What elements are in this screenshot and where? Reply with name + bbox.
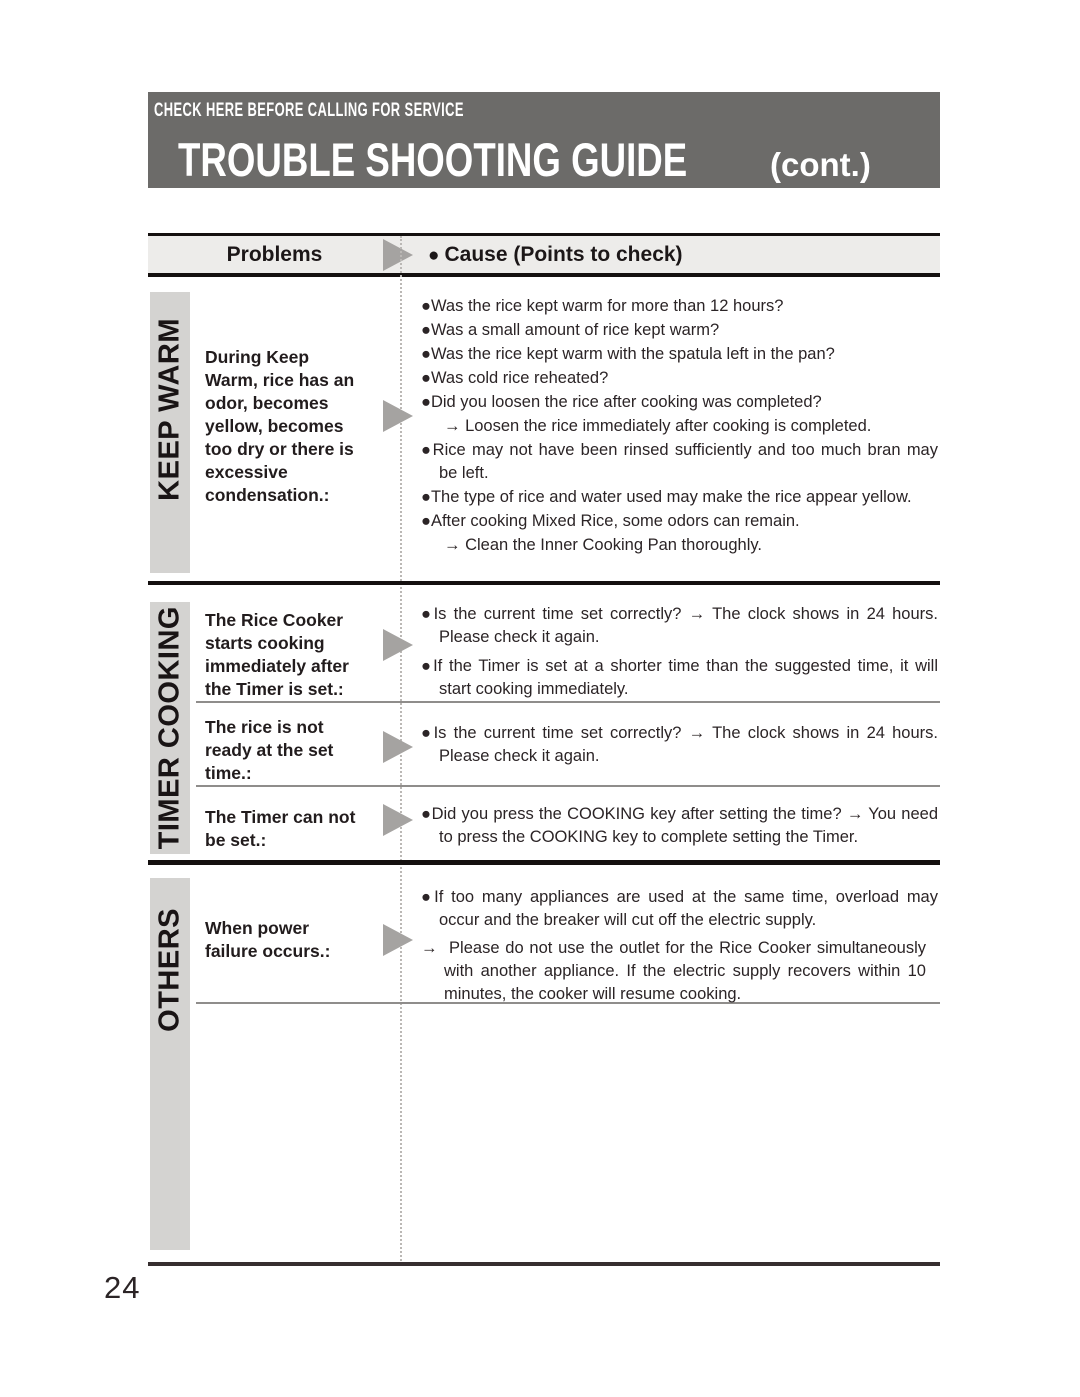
problem-text-line: The Timer can not	[205, 807, 356, 827]
cause-item: ●Rice may not have been rinsed sufficiently and too much bran may be left.	[421, 441, 938, 482]
section-label: OTHERS	[153, 908, 186, 1032]
problem-text-line: ready at the set	[205, 740, 334, 760]
section-bar	[150, 292, 190, 573]
section-bar	[150, 878, 190, 1250]
cause-item: ●Did you press the COOKING key after setting the time? → You need to press the COOKING key to complete setting the Timer.	[421, 805, 938, 846]
cause-item: ●The type of rice and water used may make the rice appear yellow.	[421, 488, 912, 506]
page-title: TROUBLE SHOOTING GUIDE	[178, 133, 688, 186]
section-divider-line	[148, 1262, 940, 1266]
table-header-row	[148, 233, 940, 277]
cause-column-header-label: Cause (Points to check)	[444, 243, 683, 266]
cause-item: ●Did you loosen the rice after cooking was completed?	[421, 393, 822, 411]
section-divider-line	[148, 860, 940, 865]
problem-text-line: The rice is not	[205, 717, 324, 737]
section-divider-line	[148, 581, 940, 585]
cause-item: ●Is the current time set correctly? → The clock shows in 24 hours. Please check it again.	[421, 724, 938, 765]
page-header-band	[148, 92, 940, 188]
cause-item: ●Was the rice kept warm with the spatula left in the pan?	[421, 345, 835, 363]
cause-list	[421, 603, 938, 707]
row-arrow-icon	[383, 731, 413, 763]
problem-text-line: starts cooking	[205, 633, 325, 653]
problem-text-line: too dry or there is	[205, 439, 354, 459]
problem-text-line: Warm, rice has an	[205, 370, 355, 390]
problem-text-line: immediately after	[205, 656, 349, 676]
cause-item: ●If too many appliances are used at the same time, overload may occur and the breaker will cut off the electric supply.	[421, 888, 938, 929]
problem-text	[205, 716, 397, 785]
cause-list	[421, 886, 938, 1011]
problem-text-line: time.:	[205, 763, 252, 783]
problem-text-line: be set.:	[205, 830, 267, 850]
cause-item: → Loosen the rice immediately after cooking is completed.	[444, 417, 872, 435]
problem-text	[205, 346, 397, 507]
cause-item: ●Was the rice kept warm for more than 12 hours?	[421, 297, 784, 315]
problem-text-line: odor, becomes	[205, 393, 329, 413]
cause-list	[421, 803, 938, 855]
cause-item: ●After cooking Mixed Rice, some odors can remain.	[421, 512, 800, 530]
problem-text-line: failure occurs.:	[205, 941, 331, 961]
problem-text-line: The Rice Cooker	[205, 610, 344, 630]
cause-list	[421, 722, 938, 774]
header-eyebrow: CHECK HERE BEFORE CALLING FOR SERVICE	[154, 100, 464, 121]
section-label: TIMER COOKING	[153, 606, 186, 850]
cause-item: ●If the Timer is set at a shorter time than the suggested time, it will start cooking immediately.	[421, 657, 938, 698]
problem-text	[205, 917, 397, 963]
cause-item: ●Was a small amount of rice kept warm?	[421, 321, 720, 339]
cause-item: → Please do not use the outlet for the Rice Cooker simultaneously with another appliance. If the electric supply recovers within 10 minutes, the cooker will resume cooking.	[421, 939, 926, 1003]
section-bar	[150, 602, 190, 854]
problem-text-line: yellow, becomes	[205, 416, 344, 436]
section-label: KEEP WARM	[153, 318, 186, 501]
problem-text-line: excessive	[205, 462, 288, 482]
bullet-icon: ●	[428, 245, 440, 266]
row-arrow-icon	[383, 629, 413, 661]
cause-item: ●Is the current time set correctly? → The clock shows in 24 hours. Please check it again.	[421, 605, 938, 646]
page-number: 24	[104, 1270, 141, 1305]
row-arrow-icon	[383, 924, 413, 956]
arrow-right-icon	[383, 239, 413, 271]
problem-text-line: During Keep	[205, 347, 310, 367]
row-arrow-icon	[383, 400, 413, 432]
problem-text-line: When power	[205, 918, 310, 938]
problem-text	[205, 806, 397, 852]
problem-text-line: the Timer is set.:	[205, 679, 344, 699]
cause-item: → Clean the Inner Cooking Pan thoroughly.	[444, 536, 762, 554]
cause-item: ●Was cold rice reheated?	[421, 369, 609, 387]
row-separator	[196, 785, 940, 787]
row-arrow-icon	[383, 804, 413, 836]
page-title-suffix: (cont.)	[770, 146, 871, 183]
problems-column-header: Problems	[226, 243, 323, 266]
cause-list	[421, 295, 938, 558]
cause-column-header	[428, 236, 683, 273]
problem-text-line: condensation.:	[205, 485, 330, 505]
problem-text	[205, 609, 397, 701]
